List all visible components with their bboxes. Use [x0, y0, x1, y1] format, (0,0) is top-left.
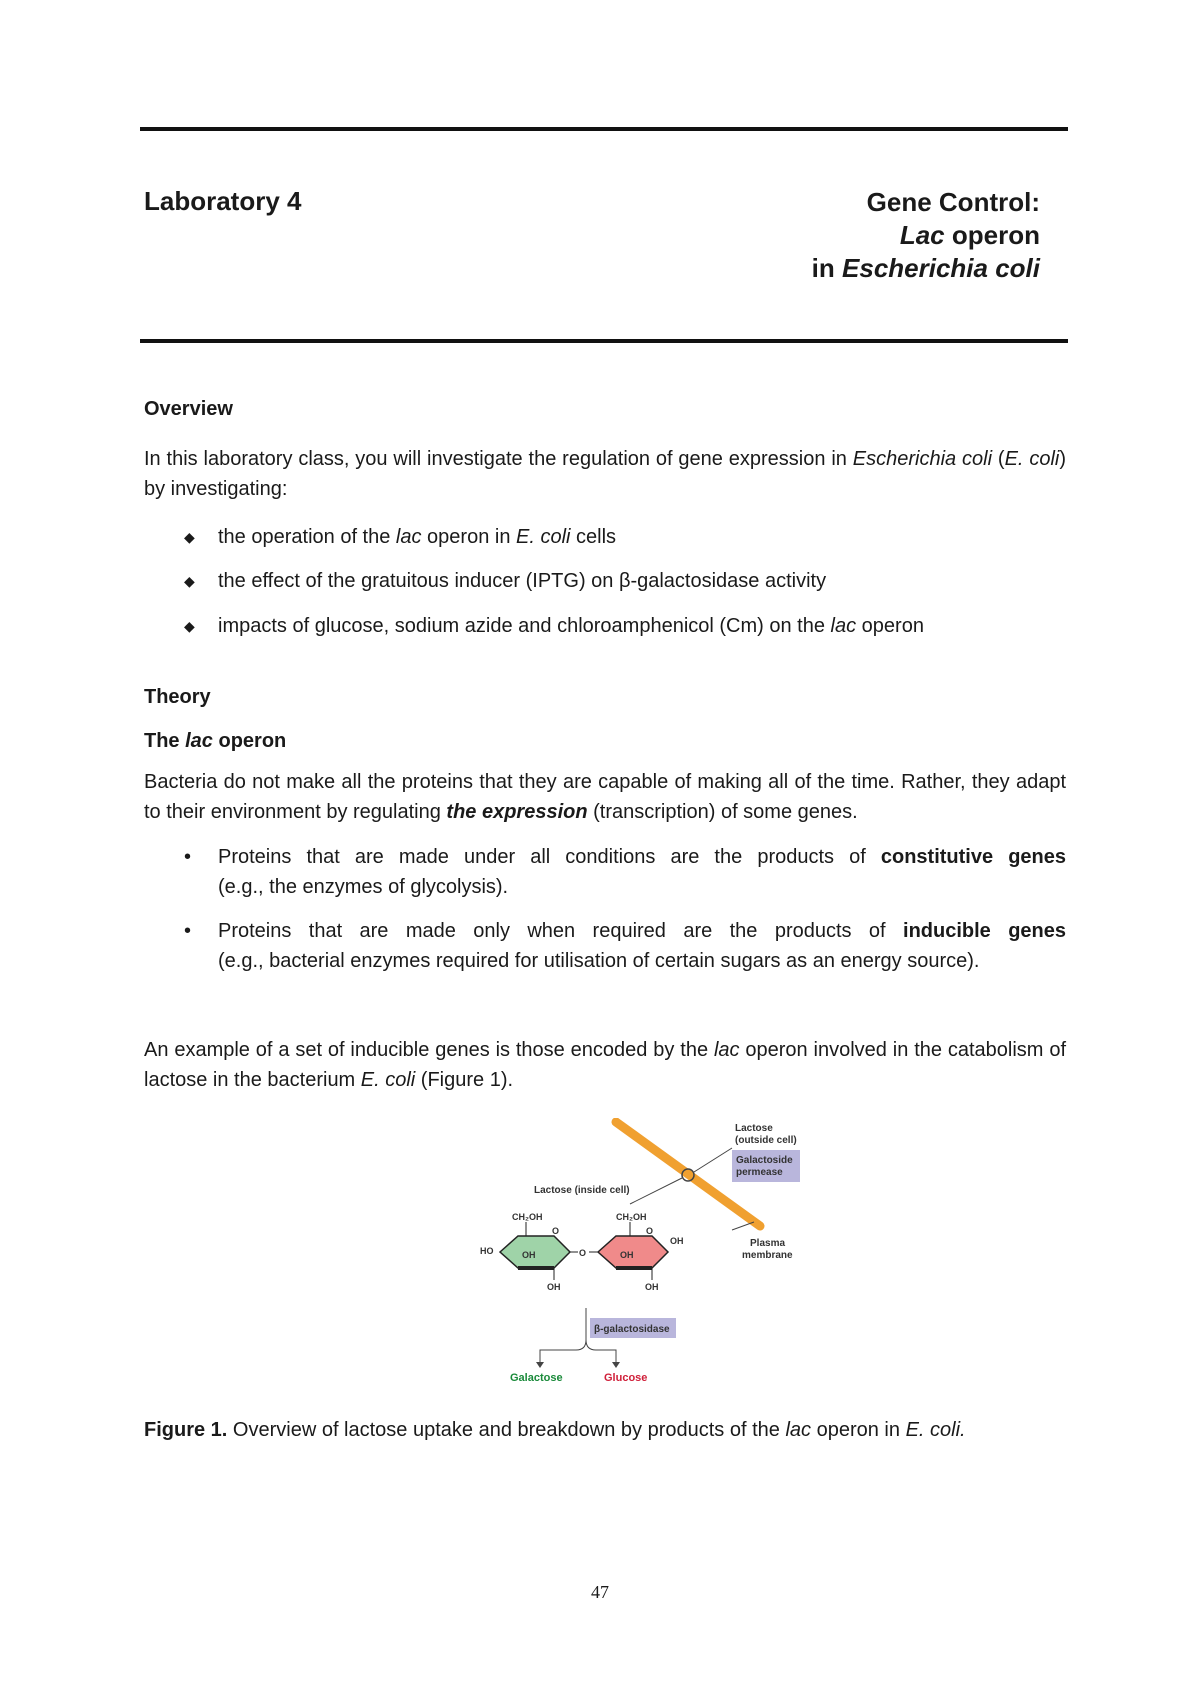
galactose-arrowhead-icon	[536, 1362, 544, 1368]
outside-cell-label: (outside cell)	[735, 1135, 797, 1146]
glucose-arrow	[586, 1340, 616, 1362]
galactose-oh-label: OH	[522, 1250, 536, 1260]
galactose-arrow	[540, 1340, 586, 1362]
plasma-label-1: Plasma	[750, 1238, 786, 1249]
round-bullet-icon: •	[184, 846, 192, 868]
galactose-oh-bottom-label: OH	[547, 1282, 561, 1292]
galactose-ch2oh-label: CH₂OH	[512, 1212, 543, 1222]
top-rule	[140, 127, 1068, 131]
bottom-rule	[140, 339, 1068, 343]
permease-label-1: Galactoside	[736, 1155, 793, 1166]
glucose-o-label: O	[646, 1226, 654, 1236]
theory-paragraph-1: Bacteria do not make all the proteins that they are capable of making all of the time. Rather, they adapt to their environment by regulating the expression (transcription) of some genes.	[144, 771, 1066, 823]
title-line-1: Gene Control:	[866, 187, 1040, 217]
glucose-oh-bottom-label: OH	[645, 1282, 659, 1292]
permease-label-2: permease	[736, 1167, 783, 1178]
glucose-oh-label: OH	[620, 1250, 634, 1260]
diamond-bullet-icon: ◆	[184, 529, 195, 545]
lactose-inside-label: Lactose (inside cell)	[534, 1185, 630, 1196]
overview-bullet-2: ◆ the effect of the gratuitous inducer (IPTG) on β-galactosidase activity	[184, 566, 1066, 596]
title-line-3: in Escherichia coli	[811, 253, 1040, 283]
lactose-diagram	[470, 1118, 810, 1398]
diamond-bullet-icon: ◆	[184, 618, 195, 634]
glucose-arrowhead-icon	[612, 1362, 620, 1368]
glycosidic-o-label: O	[579, 1248, 587, 1258]
lac-operon-heading: The lac operon	[144, 730, 287, 752]
theory-bullet-1: • Proteins that are made under all conditions are the products of constitutive genes (e.g., the enzymes of glycolysis).	[184, 842, 1066, 902]
lab-title	[812, 186, 1040, 285]
lactose-diagram-svg	[470, 1118, 810, 1398]
glucose-label: Glucose	[604, 1372, 648, 1384]
title-line-2: Lac operon	[899, 220, 1040, 250]
inside-pointer-line	[630, 1178, 682, 1204]
overview-bullet-3: ◆ impacts of glucose, sodium azide and chloroamphenicol (Cm) on the lac operon	[184, 611, 1066, 641]
glucose-oh-right-label: OH	[670, 1236, 684, 1246]
theory-paragraph-2: An example of a set of inducible genes is those encoded by the lac operon involved in the catabolism of lactose in the bacterium E. coli (Figure 1).	[144, 1039, 1066, 1091]
galactose-label: Galactose	[510, 1372, 563, 1384]
overview-heading: Overview	[144, 398, 233, 420]
galactose-ho-label: HO	[480, 1246, 494, 1256]
overview-bullet-1: ◆ the operation of the lac operon in E. coli cells	[184, 522, 1066, 552]
figure-caption: Figure 1. Overview of lactose uptake and breakdown by products of the lac operon in E. coli.	[144, 1419, 966, 1441]
round-bullet-icon: •	[184, 920, 192, 942]
lactose-outside-label: Lactose	[735, 1123, 773, 1134]
membrane-pointer-line	[732, 1222, 754, 1230]
theory-heading: Theory	[144, 686, 211, 708]
glucose-ch2oh-label: CH₂OH	[616, 1212, 647, 1222]
lactose-pointer-line	[694, 1148, 732, 1172]
beta-galactosidase-label: β-galactosidase	[594, 1324, 670, 1335]
galactose-o-label: O	[552, 1226, 560, 1236]
theory-bullet-2: • Proteins that are made only when required are the products of inducible genes (e.g., bacterial enzymes required for utilisation of certain sugars as an energy source).	[184, 916, 1066, 976]
lab-number: Laboratory 4	[144, 186, 302, 216]
diamond-bullet-icon: ◆	[184, 573, 195, 589]
page-number: 47	[591, 1582, 609, 1602]
overview-intro: In this laboratory class, you will investigate the regulation of gene expression in Escherichia coli (E. coli) by investigating:	[144, 448, 1066, 500]
plasma-label-2: membrane	[742, 1250, 793, 1261]
